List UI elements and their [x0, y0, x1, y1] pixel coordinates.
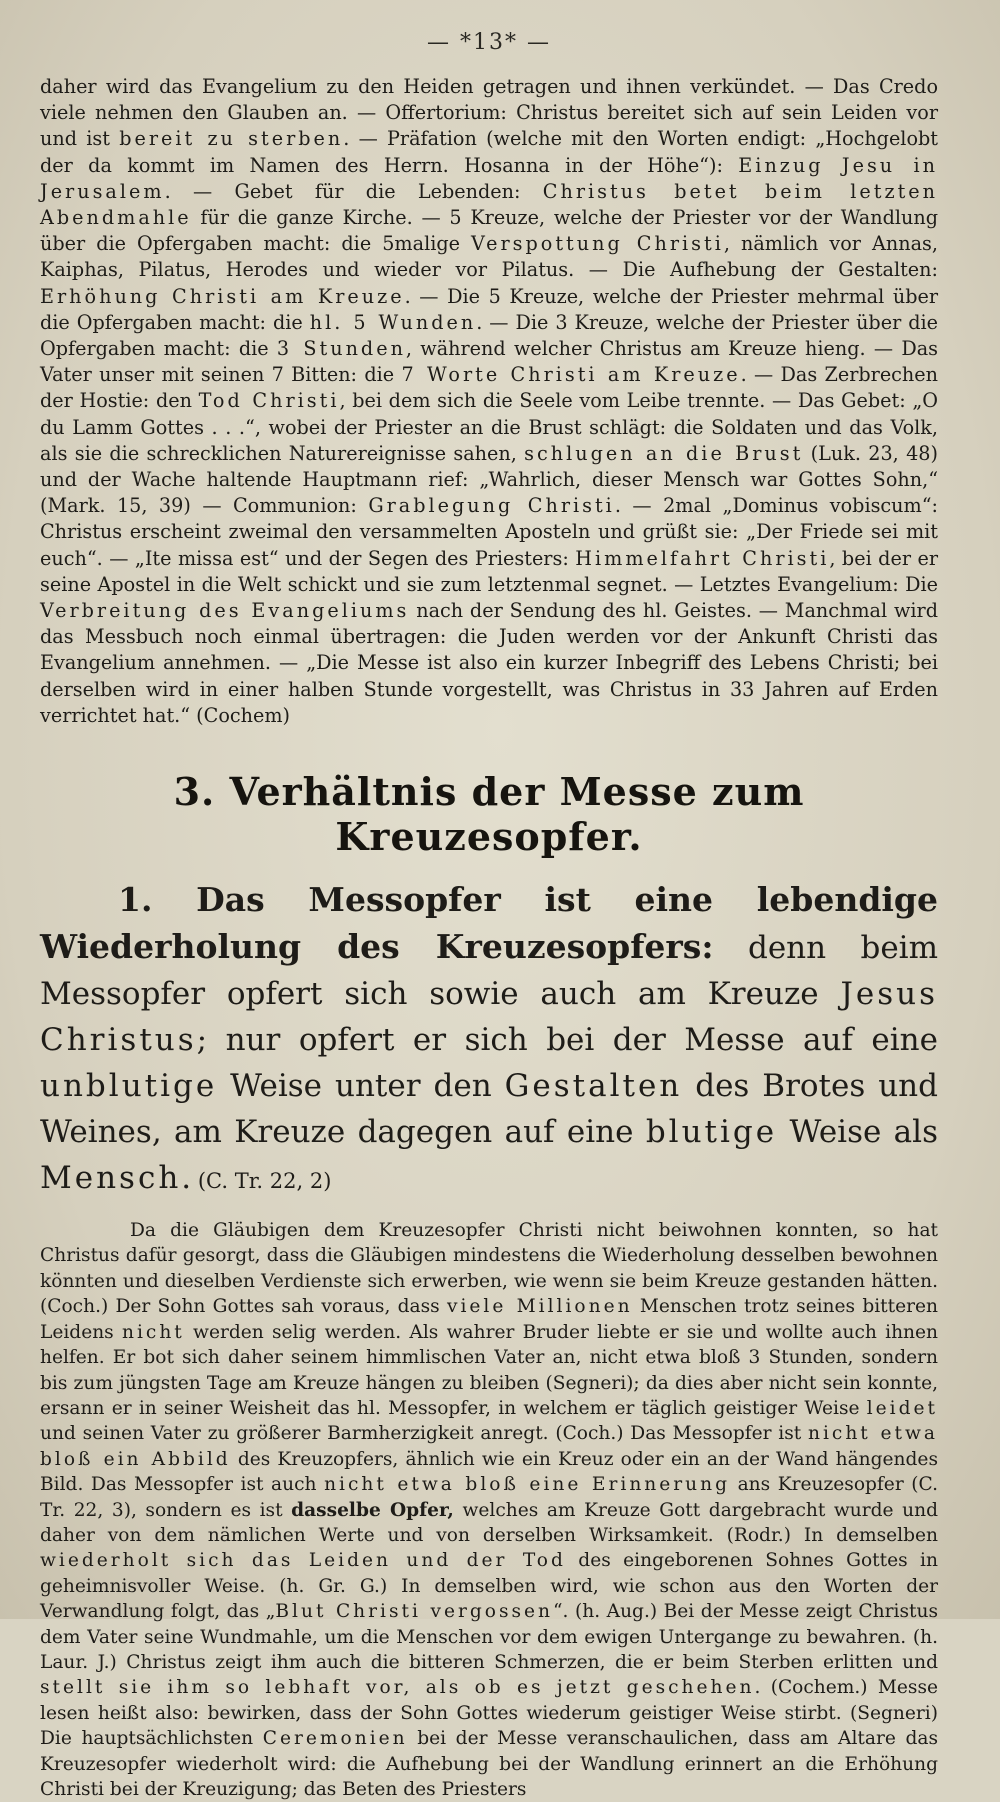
- lead-statement: 1. Das Messopfer ist eine lebendige Wiederholung des Kreuzesopfers:: [40, 880, 938, 967]
- page-number: — *13* —: [427, 30, 551, 55]
- citation: (C. Tr. 22, 2): [191, 1169, 332, 1194]
- paragraph-explanation: Da die Gläubigen dem Kreuzesopfer Christi nicht beiwohnen konnten, so hat Christus dafür gesorgt, dass die Gläubigen mindestens die Wiederholung desselben bewohnen könnten und dieselben Verdienste sich erwerben, wie wenn sie beim Kreuze gestanden hätten. (Coch.) Der Sohn Gottes sah voraus, dass viele Millionen Menschen trotz seines bitteren Leidens nicht werden selig werden. Als wahrer Bruder liebte er sie und wollte auch ihnen helfen. Er bot sich daher seinem himmlischen Vater an, nicht etwa bloß 3 Stunden, sondern bis zum jüngsten Tage am Kreuze hängen zu bleiben (Segneri); da dies aber nicht sein konnte, ersann er in seiner Weisheit das hl. Messopfer, in welchem er täglich geistiger Weise leidet und seinen Vater zu größerer Barmherzigkeit anregt. (Coch.) Das Messopfer ist nicht etwa bloß ein Abbild des Kreuzopfers, ähnlich wie ein Kreuz oder ein an der Wand hängendes Bild. Das Messopfer ist auch nicht etwa bloß eine Erinnerung ans Kreuzesopfer (C. Tr. 22, 3), sondern es ist dasselbe Opfer, welches am Kreuze Gott dargebracht wurde und daher von dem nämlichen Werte und von derselben Wirksamkeit. (Rodr.) In demselben wiederholt sich das Leiden und der Tod des eingeborenen Sohnes Gottes in geheimnisvoller Weise. (h. Gr. G.) In demselben wird, wie schon aus den Worten der Verwandlung folgt, das „Blut Christi vergossen“. (h. Aug.) Bei der Messe zeigt Christus dem Vater seine Wundmahle, um die Menschen vor dem ewigen Untergange zu bewahren. (h. Laur. J.) Christus zeigt ihm auch die bitteren Schmerzen, die er beim Sterben erlitten und stellt sie ihm so lebhaft vor, als ob es jetzt geschehen. (Cochem.) Messe lesen heißt also: bewirken, dass der Sohn Gottes wiederum geistiger Weise stirbt. (Segneri) Die hauptsächlichsten Ceremonien bei der Messe veranschaulichen, dass am Altare das Kreuzesopfer wiederholt wird: die Aufhebung bei der Wandlung erinnert an die Erhöhung Christi bei der Kreuzigung; das Beten des Priesters: [40, 1220, 939, 1801]
- section-title: 3. Verhältnis der Messe zum Kreuzesopfer.: [173, 769, 805, 860]
- paragraph-mass-symbolism: daher wird das Evangelium zu den Heiden getragen und ihnen verkündet. — Das Credo viele nehmen den Glauben an. — Offertorium: Christus bereitet sich auf sein Leiden vor und ist bereit zu sterben. — Präfation (welche mit den Worten endigt: „Hochgelobt der da kommt im Namen des Herrn. Hosanna in der Höhe“): Einzug Jesu in Jerusalem. — Gebet für die Lebenden: Christus betet beim letzten Abendmahle für die ganze Kirche. — 5 Kreuze, welche der Priester vor der Wandlung über die Opfergaben macht: die 5malige Verspottung Christi, nämlich vor Annas, Kaiphas, Pilatus, Herodes und wieder vor Pilatus. — Die Aufhebung der Gestalten: Erhöhung Christi am Kreuze. — Die 5 Kreuze, welche der Priester mehrmal über die Opfergaben macht: die hl. 5 Wunden. — Die 3 Kreuze, welche der Priester über die Opfergaben macht: die 3 Stunden, während welcher Christus am Kreuze hieng. — Das Vater unser mit seinen 7 Bitten: die 7 Worte Christi am Kreuze. — Das Zerbrechen der Hostie: den Tod Christi, bei dem sich die Seele vom Leibe trennte. — Das Gebet: „O du Lamm Gottes . . .“, wobei der Priester an die Brust schlägt: die Soldaten und das Volk, als sie die schrecklichen Naturereignisse sahen, schlugen an die Brust (Luk. 23, 48) und der Wache haltende Hauptmann rief: „Wahrlich, dieser Mensch war Gottes Sohn,“ (Mark. 15, 39) — Communion: Grablegung Christi. — 2mal „Dominus vobiscum“: Christus erscheint zweimal den versammelten Aposteln und grüßt sie: „Der Friede sei mit euch“. — „Ite missa est“ und der Segen des Priesters: Himmelfahrt Christi, bei der er seine Apostel in die Welt schickt und sie zum letztenmal segnet. — Letztes Evangelium: Die Verbreitung des Evangeliums nach der Sendung des hl. Geistes. — Manchmal wird das Messbuch noch einmal übertragen: die Juden werden vor der Ankunft Christi das Evangelium annehmen. — „Die Messe ist also ein kurzer Inbegriff des Lebens Christi; bei derselben wird in einer halben Stunde vorgestellt, was Christus in 33 Jahren auf Erden verrichtet hat.“ (Cochem): [40, 75, 939, 727]
- paragraph-living-repetition: 1. Das Messopfer ist eine lebendige Wiederholung des Kreuzesopfers: denn beim Messopfer opfert sich sowie auch am Kreuze Jesus Christus; nur opfert er sich bei der Messe auf eine unblutige Weise unter den Gestalten des Brotes und Weines, am Kreuze dagegen auf eine blutige Weise als Mensch. (C. Tr. 22, 2): [40, 880, 938, 1197]
